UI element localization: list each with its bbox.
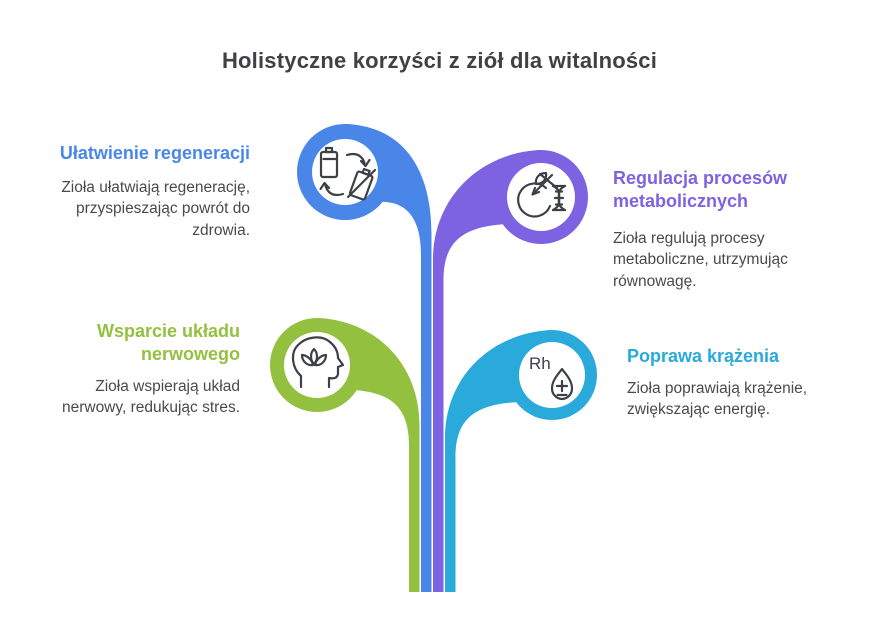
benefit-block-nervous-system xyxy=(40,320,240,419)
benefit-title: Wsparcie układu nerwowego xyxy=(96,321,240,365)
benefit-title: Poprawa krążenia xyxy=(627,346,780,366)
benefit-description: Zioła regulują procesy metaboliczne, utrzymując równowagę. xyxy=(613,230,788,290)
benefit-title: Ułatwienie regeneracji xyxy=(59,143,250,163)
benefit-block-circulation xyxy=(627,345,842,421)
benefit-description: Zioła poprawiają krążenie, zwiększając energię. xyxy=(627,380,808,419)
benefit-description: Zioła wspierają układ nerwowy, redukując stres. xyxy=(61,378,240,417)
blob-inner-circle xyxy=(519,342,585,408)
branch-stem-circulation xyxy=(445,330,597,592)
benefit-description: Zioła ułatwiają regenerację, przyspieszając powrót do zdrowia. xyxy=(61,179,250,239)
benefit-title: Regulacja procesów metabolicznych xyxy=(613,168,788,212)
branch-stem-nervous-system xyxy=(270,318,420,592)
rh-label: Rh xyxy=(529,354,551,373)
benefit-block-regeneration xyxy=(40,142,250,241)
page-title: Holistyczne korzyści z ziół dla witalności xyxy=(221,48,658,73)
benefit-block-metabolism xyxy=(613,167,813,292)
